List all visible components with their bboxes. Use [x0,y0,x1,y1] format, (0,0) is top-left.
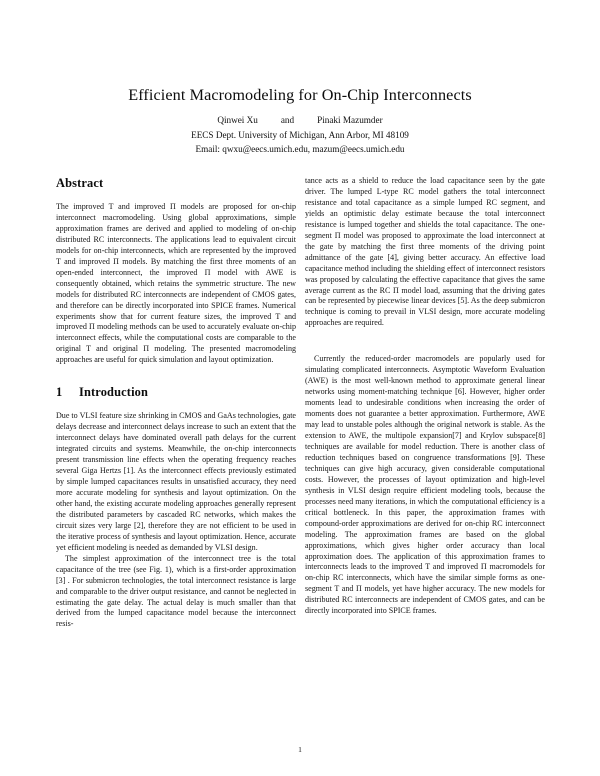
abstract-heading: Abstract [56,176,104,190]
right-column [305,176,545,617]
intro-paragraph-2: The simplest approximation of the interconnect tree is the total capacitance of the tree (see Fig. 1), which is a first-order approximation [3] . For submicron technologies, the total interconnect resistance is large and comparable to the driver output resistance, and cannot be neglected in estimating the gate delay. The actual delay is much smaller than that derived from the lumped capacitance model because the interconnect resis- [56,553,296,629]
introduction-heading [56,385,296,400]
spacer [56,400,296,411]
affiliation-line: EECS Dept. University of Michigan, Ann Arbor, MI 48109 [191,129,409,140]
left-column [56,176,296,630]
spacer [305,329,545,354]
intro-paragraph-1: Due to VLSI feature size shrinking in CMOS and GaAs technologies, gate delays decrease and interconnect delays increase to such an extent that the interconnect delays have dominated overall path delays for the current integrated circuits and systems. Meanwhile, the on-chip interconnects present transmission line effects when the operating frequency reaches several Giga Hertzs [1]. As the interconnect effects previously estimated by simple lumped capacitances results in unsatisfied accuracy, they need more accurate modeling for synthesis and layout optimization. On the other hand, the existing accurate modeling approaches generally represent the distributed parameters by cascaded RC networks, which makes the circuit sizes very large [2], therefore they are not efficient to be used in the iterative process of synthesis and layout optimization. Hence, accurate yet efficient modeling is needed as demanded by VLSI design. [56,411,296,552]
section-number: 1 [56,385,63,400]
authors-line: Qinwei Xu and Pinaki Mazumder [217,115,383,125]
page-title: Efficient Macromodeling for On-Chip Interconnects [128,86,472,104]
abstract-paragraph: The improved T and improved Π models are proposed for on-chip interconnect macromodeling. Using global approximations, simple approximation frames are derived and applied to modeling of on-chip distributed RC interconnects. The applications lead to equivalent circuit models for on-chip interconnects, which are represented by the improved T and improved Π models. By matching the first three moments of an open-ended interconnect, the improved Π model with AWE is consequently obtained, which retains the symmetric structure. The new models for distributed RC interconnects are independent of CMOS gates, and therefore can be directly incorporated into SPICE frames. Numerical experiments show that for current feature sizes, the improved T and improved Π modeling methods can be used to accurately evaluate on-chip interconnect effects, while the computational costs are comparable to the original T and original Π modeling. The presented macromodeling approaches are useful for quick simulation and layout optimization. [56,202,296,365]
right-paragraph-continued: tance acts as a shield to reduce the load capacitance seen by the gate driver. The lumped L-type RC model gathers the total interconnect resistance and total capacitance as a simple lumped RC segment, and yields an optimistic delay estimate because the total interconnect resistance is lumped together and shields the total capacitance. The one-segment Π model was proposed to approximate the load interconnect at the gate by matching the first three moments of the driving point admittance of the gate [4], giving better accuracy. An effective load capacitance method including the shielding effect of interconnect resistors was proposed by calculating the effective capacitance that gives the same average current as the RC Π model load, assuming that the driving gates can be represented by piecewise linear devices [5]. As the deep submicron technique is coming to prevail in VLSI design, more accurate modeling approaches are required. [305,176,545,328]
section-title: Introduction [79,385,149,400]
right-paragraph-2: Currently the reduced-order macromodels are popularly used for simulating complicated interconnects. Asymptotic Waveform Evaluation (AWE) is the most well-known method to approximate general linear networks using moment-matching technique [6]. However, higher order moments lead to undesirable conditions when increasing the order of moments does not guarantee a better approximation. Furthermore, AWE may lead to unstable poles although the original network is stable. As the extension to AWE, the multipole expansion[7] and Krylov subspace[8] techniques are available for model reduction. There is another class of reduction techniques based on congruence transformations [9]. These techniques can give high accuracy, given considerable computational costs. However, the processes of layout optimization and high-level synthesis in VLSI design require efficient modeling tools, because the processes need many iterations, in which the computational efficiency is a critical bottleneck. In this paper, the approximation frames with compound-order approximations are derived for on-chip RC interconnect modeling. The approximation frames are based on the global approximations, which gives higher order accuracy than local approximation does. The application of this approximation frames to interconnects leads to the improved T and improved Π macromodels for on-chip RC interconnects, which have the similar simple forms as one-segment T and Π models, yet have higher accuracy. The new models for distributed RC interconnects are independent of CMOS gates, and can be directly incorporated into SPICE frames. [305,354,545,616]
page-number: 1 [298,745,302,754]
spacer [56,366,296,385]
spacer [56,191,296,202]
author-block [40,113,560,157]
email-line: Email: qwxu@eecs.umich.edu, mazum@eecs.umich.edu [195,144,405,155]
